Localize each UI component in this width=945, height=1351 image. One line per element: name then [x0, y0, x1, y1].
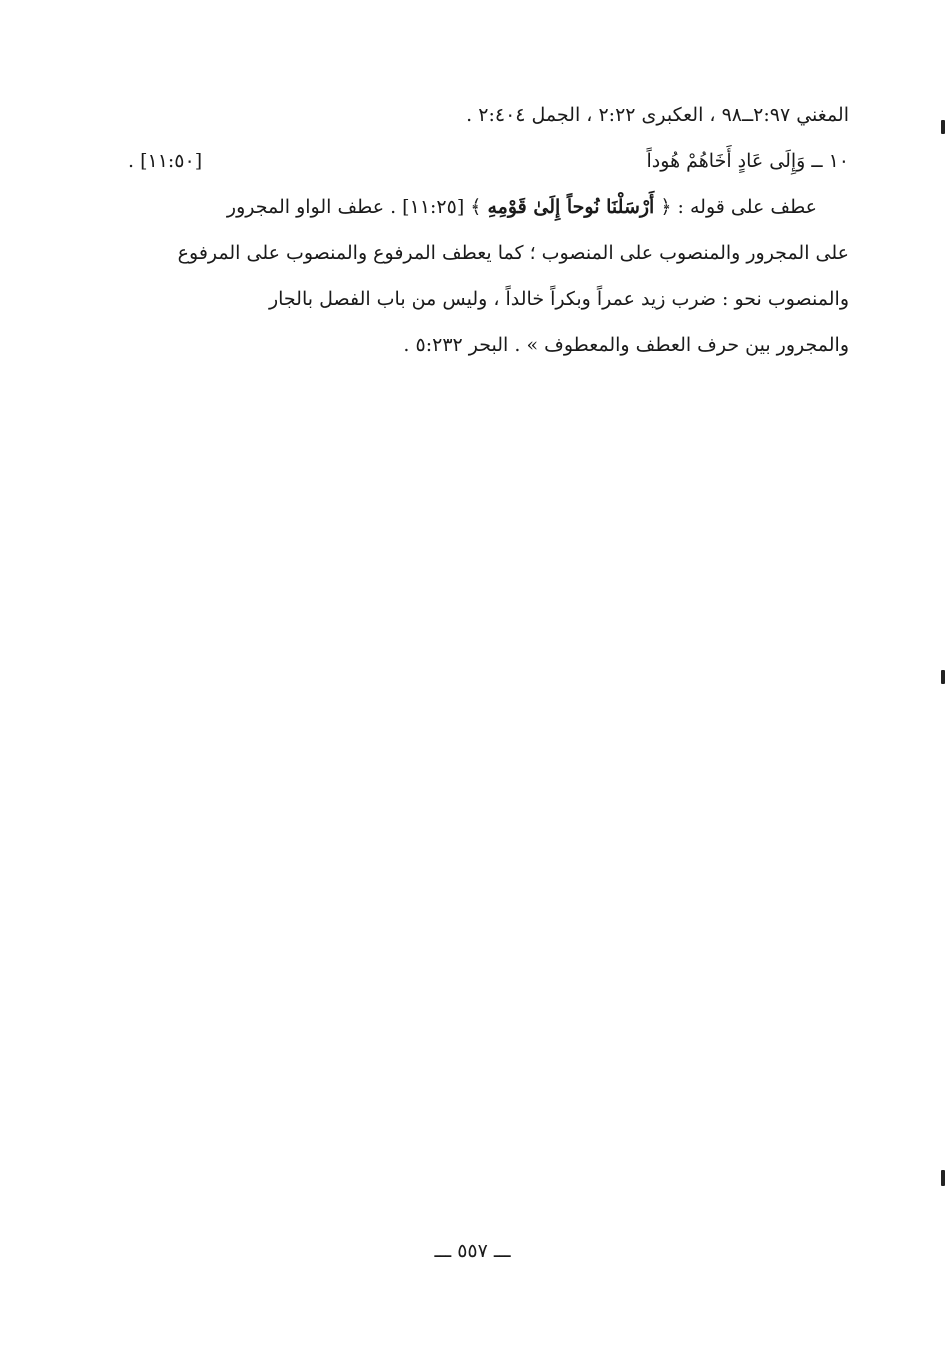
verse-text: ١٠ ــ وَإِلَى عَادٍ أَخَاهُمْ هُوداً: [646, 150, 849, 172]
commentary-text: [128, 92, 849, 368]
commentary-line-3: والمنصوب نحو : ضرب زيد عمراً وبكراً خالداً ، وليس من باب الفصل بالجار: [268, 288, 849, 310]
commentary-continuation: ﴾ [١١:٢٥] . عطف الواو المجرور: [226, 196, 482, 218]
commentary-line-4: والمجرور بين حرف العطف والمعطوف » . البحر ٥:٢٣٢ .: [403, 334, 849, 356]
page-number: ـــ ٥٥٧ ـــ: [434, 1240, 511, 1262]
verse-citation: [١١:٥٠] .: [128, 150, 203, 172]
reference-line: المغني ٢:٩٧ــ٩٨ ، العكبرى ٢:٢٢ ، الجمل ٢:٤٠٤ .: [466, 104, 849, 126]
commentary-intro: عطف على قوله : ﴿: [660, 196, 817, 218]
commentary-line-2: على المجرور والمنصوب على المنصوب ؛ كما يعطف المرفوع والمنصوب على المرفوع: [177, 242, 849, 264]
commentary-line-1: [128, 184, 849, 230]
scan-edge-mark: [941, 120, 945, 134]
quran-quote: أَرْسَلْنَا نُوحاً إِلَىٰ قَوْمِهِ: [487, 196, 655, 218]
scan-edge-mark: [941, 1170, 945, 1186]
scan-edge-mark: [941, 670, 945, 684]
verse-heading-line: [128, 138, 849, 184]
